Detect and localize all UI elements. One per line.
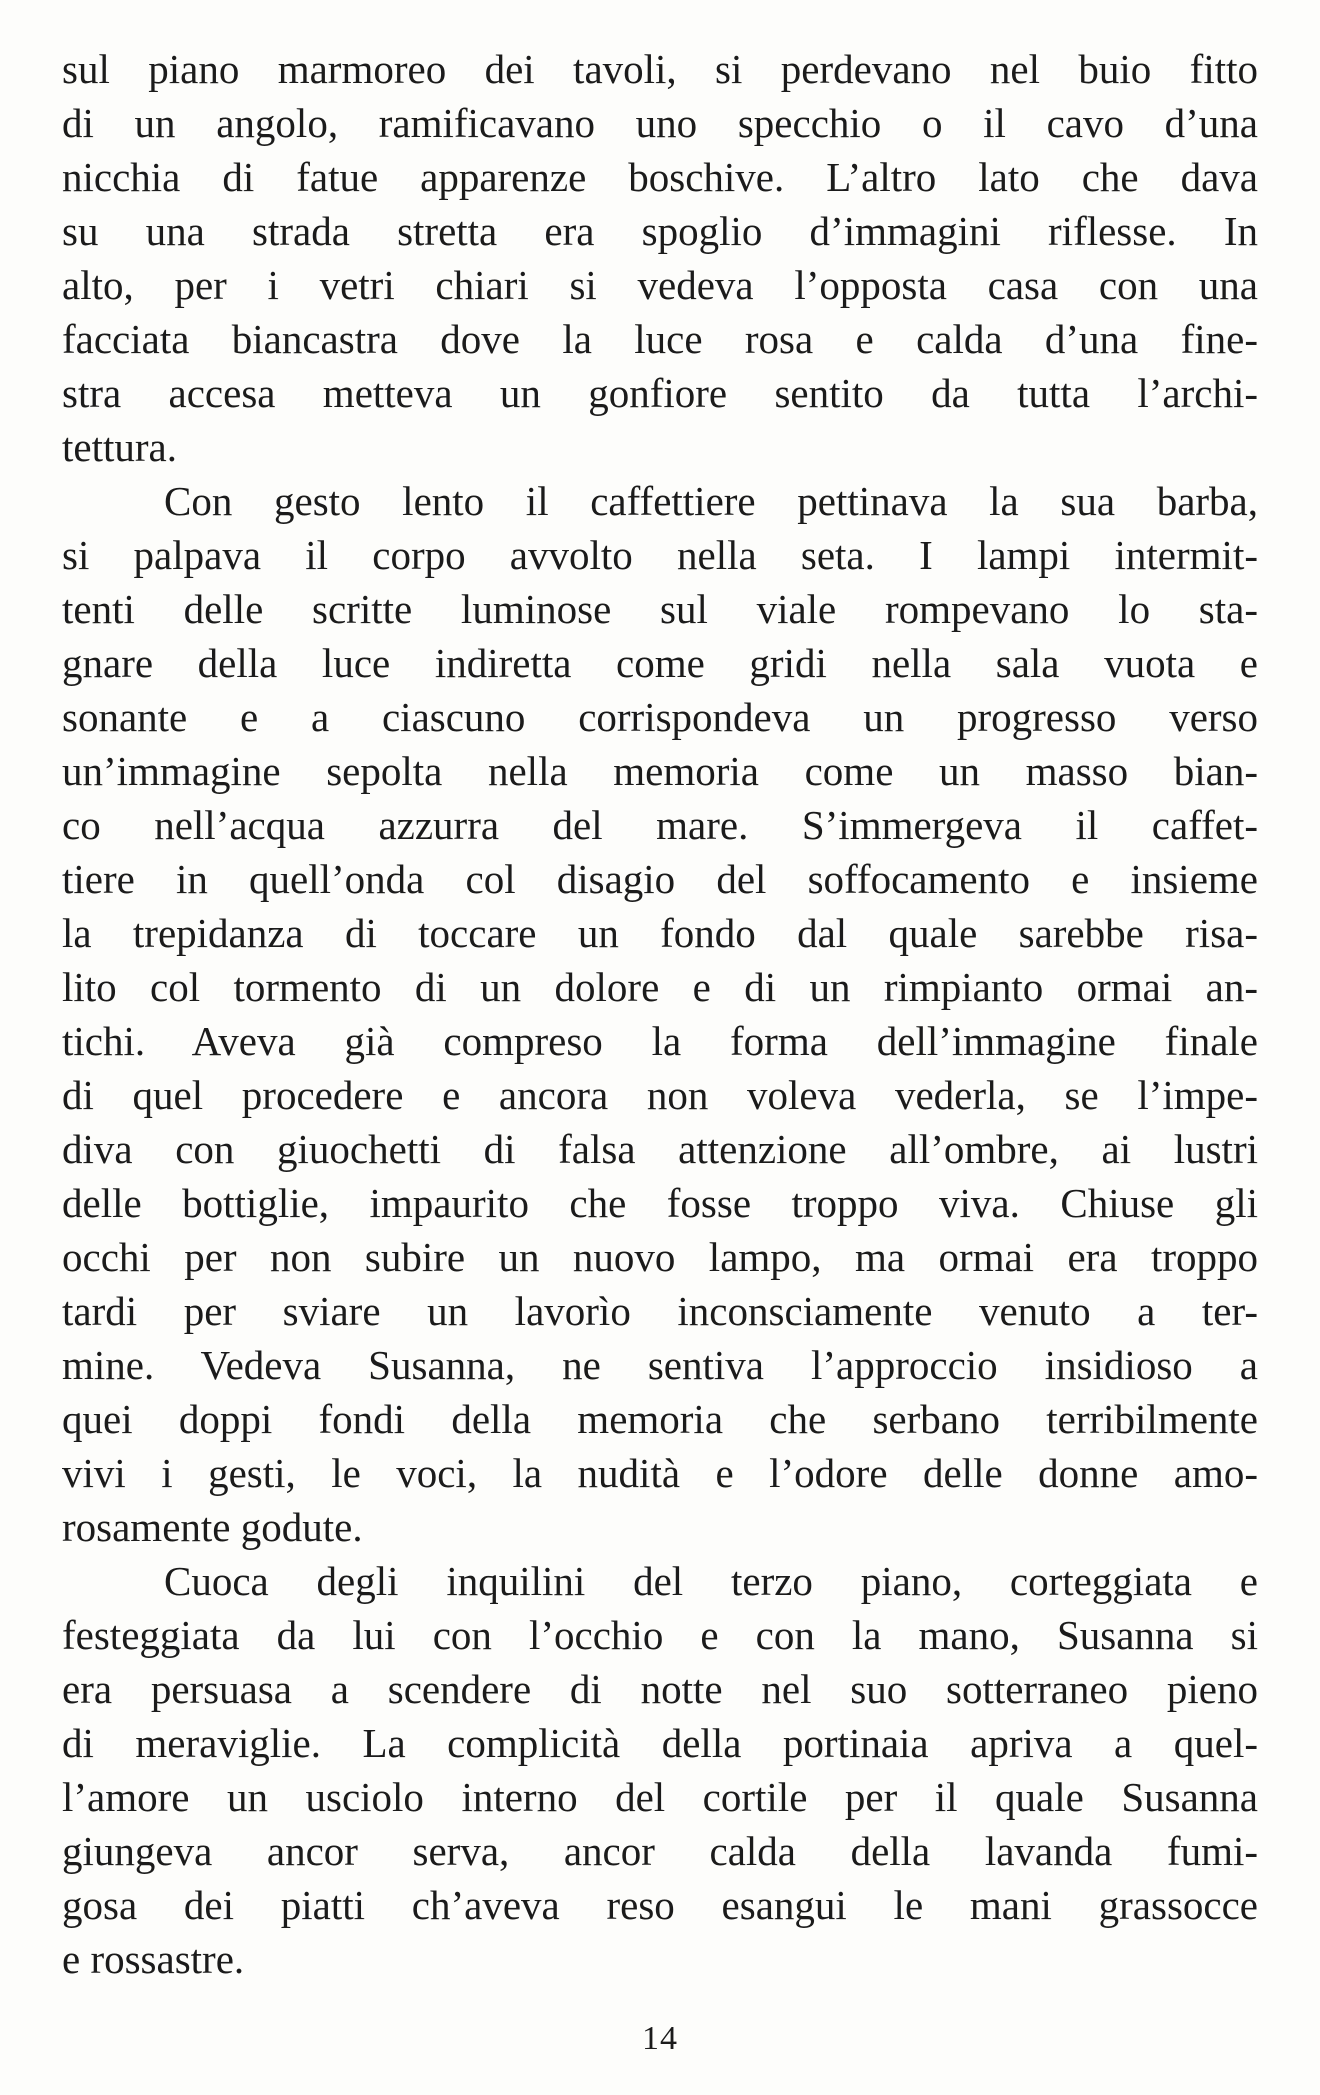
- text-line: stra accesa metteva un gonfiore sentito da tutta l’archi-: [62, 370, 1258, 416]
- text-line: tenti delle scritte luminose sul viale rompevano lo sta-: [62, 586, 1258, 632]
- text-line: tichi. Aveva già compreso la forma dell’immagine finale: [62, 1018, 1258, 1064]
- text-line: di quel procedere e ancora non voleva vederla, se l’impe-: [62, 1072, 1258, 1118]
- text-line: alto, per i vetri chiari si vedeva l’opposta casa con una: [62, 262, 1258, 308]
- text-line: gnare della luce indiretta come gridi nella sala vuota e: [62, 640, 1258, 686]
- text-line: di meraviglie. La complicità della portinaia apriva a quel-: [62, 1720, 1258, 1766]
- text-line: tiere in quell’onda col disagio del soffocamento e insieme: [62, 856, 1258, 902]
- text-line: co nell’acqua azzurra del mare. S’immergeva il caffet-: [62, 802, 1258, 848]
- body-text: [62, 42, 1258, 1986]
- text-line: Cuoca degli inquilini del terzo piano, corteggiata e: [164, 1558, 1258, 1604]
- text-line: era persuasa a scendere di notte nel suo sotterraneo pieno: [62, 1666, 1258, 1712]
- text-line: diva con giuochetti di falsa attenzione all’ombre, ai lustri: [62, 1126, 1258, 1172]
- text-line: la trepidanza di toccare un fondo dal quale sarebbe risa-: [62, 910, 1258, 956]
- text-line: tettura.: [62, 424, 177, 470]
- text-line: un’immagine sepolta nella memoria come un masso bian-: [62, 748, 1258, 794]
- paragraph: [62, 42, 1258, 474]
- text-line: mine. Vedeva Susanna, ne sentiva l’approccio insidioso a: [62, 1342, 1258, 1388]
- text-line: sonante e a ciascuno corrispondeva un progresso verso: [62, 694, 1258, 740]
- text-line: lito col tormento di un dolore e di un rimpianto ormai an-: [62, 964, 1258, 1010]
- text-line: rosamente godute.: [62, 1504, 363, 1550]
- text-line: giungeva ancor serva, ancor calda della lavanda fumi-: [62, 1828, 1258, 1874]
- text-line: di un angolo, ramificavano uno specchio o il cavo d’una: [62, 100, 1258, 146]
- page-number: 14: [642, 2020, 678, 2057]
- text-line: occhi per non subire un nuovo lampo, ma ormai era troppo: [62, 1234, 1258, 1280]
- paragraph: [62, 1554, 1258, 1986]
- text-line: facciata biancastra dove la luce rosa e calda d’una fine-: [62, 316, 1258, 362]
- text-line: e rossastre.: [62, 1936, 245, 1982]
- text-line: Con gesto lento il caffettiere pettinava la sua barba,: [164, 478, 1258, 524]
- text-line: vivi i gesti, le voci, la nudità e l’odore delle donne amo-: [62, 1450, 1258, 1496]
- text-line: festeggiata da lui con l’occhio e con la mano, Susanna si: [62, 1612, 1258, 1658]
- text-line: sul piano marmoreo dei tavoli, si perdevano nel buio fitto: [62, 46, 1258, 92]
- text-line: gosa dei piatti ch’aveva reso esangui le mani grassocce: [62, 1882, 1258, 1928]
- paragraph: [62, 474, 1258, 1554]
- text-line: su una strada stretta era spoglio d’immagini riflesse. In: [62, 208, 1258, 254]
- text-line: quei doppi fondi della memoria che serbano terribilmente: [62, 1396, 1258, 1442]
- text-line: tardi per sviare un lavorìo inconsciamente venuto a ter-: [62, 1288, 1258, 1334]
- text-line: si palpava il corpo avvolto nella seta. I lampi intermit-: [62, 532, 1258, 578]
- text-line: l’amore un usciolo interno del cortile per il quale Susanna: [62, 1774, 1258, 1820]
- text-line: nicchia di fatue apparenze boschive. L’altro lato che dava: [62, 154, 1258, 200]
- text-line: delle bottiglie, impaurito che fosse troppo viva. Chiuse gli: [62, 1180, 1258, 1226]
